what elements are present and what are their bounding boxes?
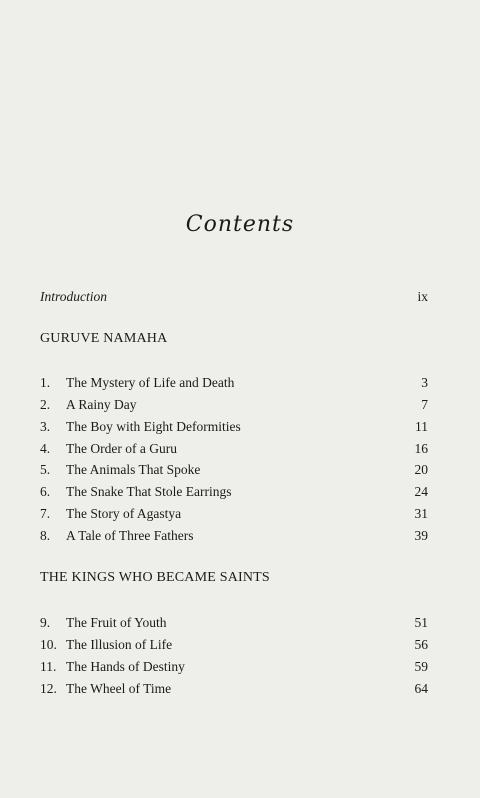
chapter-number: 10. <box>40 637 57 652</box>
chapter-number: 4. <box>40 441 51 456</box>
chapter-page: 51 <box>414 615 428 630</box>
introduction-page: ix <box>417 289 428 304</box>
chapter-number: 7. <box>40 506 51 521</box>
chapter-number: 9. <box>40 615 51 630</box>
chapter-number: 3. <box>40 419 51 434</box>
chapter-title: The Order of a Guru <box>66 441 177 456</box>
chapter-title: A Tale of Three Fathers <box>66 528 194 543</box>
toc-entry <box>40 484 428 500</box>
chapter-number: 11. <box>40 659 57 674</box>
chapter-page: 64 <box>414 681 428 696</box>
chapter-page: 7 <box>421 397 428 412</box>
chapter-page: 31 <box>414 506 428 521</box>
chapter-number: 12. <box>40 681 57 696</box>
chapter-page: 3 <box>421 375 428 390</box>
chapter-title: The Story of Agastya <box>66 506 182 521</box>
chapter-title: The Fruit of Youth <box>66 615 167 630</box>
chapter-number: 1. <box>40 375 51 390</box>
toc-entry <box>40 528 428 544</box>
chapter-title: A Rainy Day <box>66 397 137 412</box>
toc-entry <box>40 637 428 653</box>
chapter-title: The Hands of Destiny <box>66 659 185 674</box>
chapter-number: 5. <box>40 462 51 477</box>
toc-entry <box>40 462 428 478</box>
toc-entry <box>40 506 428 522</box>
show-through-text <box>240 40 243 55</box>
chapter-title: The Mystery of Life and Death <box>66 375 235 390</box>
part-heading: GURUVE NAMAHA <box>40 331 168 346</box>
chapter-page: 20 <box>414 462 428 477</box>
chapter-number: 8. <box>40 528 51 543</box>
introduction-entry <box>40 289 428 305</box>
toc-entry <box>40 375 428 391</box>
toc-entry <box>40 681 428 697</box>
toc-entry <box>40 615 428 631</box>
toc-entry <box>40 419 428 435</box>
chapter-title: The Animals That Spoke <box>66 462 201 477</box>
chapter-title: The Snake That Stole Earrings <box>66 484 232 499</box>
toc-entry <box>40 441 428 457</box>
introduction-label: Introduction <box>40 289 107 304</box>
toc-entry <box>40 397 428 413</box>
chapter-title: The Boy with Eight Deformities <box>66 419 241 434</box>
contents-heading: Contents <box>185 212 295 237</box>
chapter-page: 56 <box>414 637 428 652</box>
chapter-number: 6. <box>40 484 51 499</box>
part-heading: THE KINGS WHO BECAME SAINTS <box>40 570 270 585</box>
chapter-title: The Illusion of Life <box>66 637 173 652</box>
chapter-page: 24 <box>414 484 428 499</box>
chapter-page: 59 <box>414 659 428 674</box>
chapter-number: 2. <box>40 397 51 412</box>
toc-entry <box>40 659 428 675</box>
chapter-title: The Wheel of Time <box>66 681 172 696</box>
chapter-page: 16 <box>414 441 428 456</box>
chapter-page: 11 <box>415 419 428 434</box>
chapter-page: 39 <box>414 528 428 543</box>
